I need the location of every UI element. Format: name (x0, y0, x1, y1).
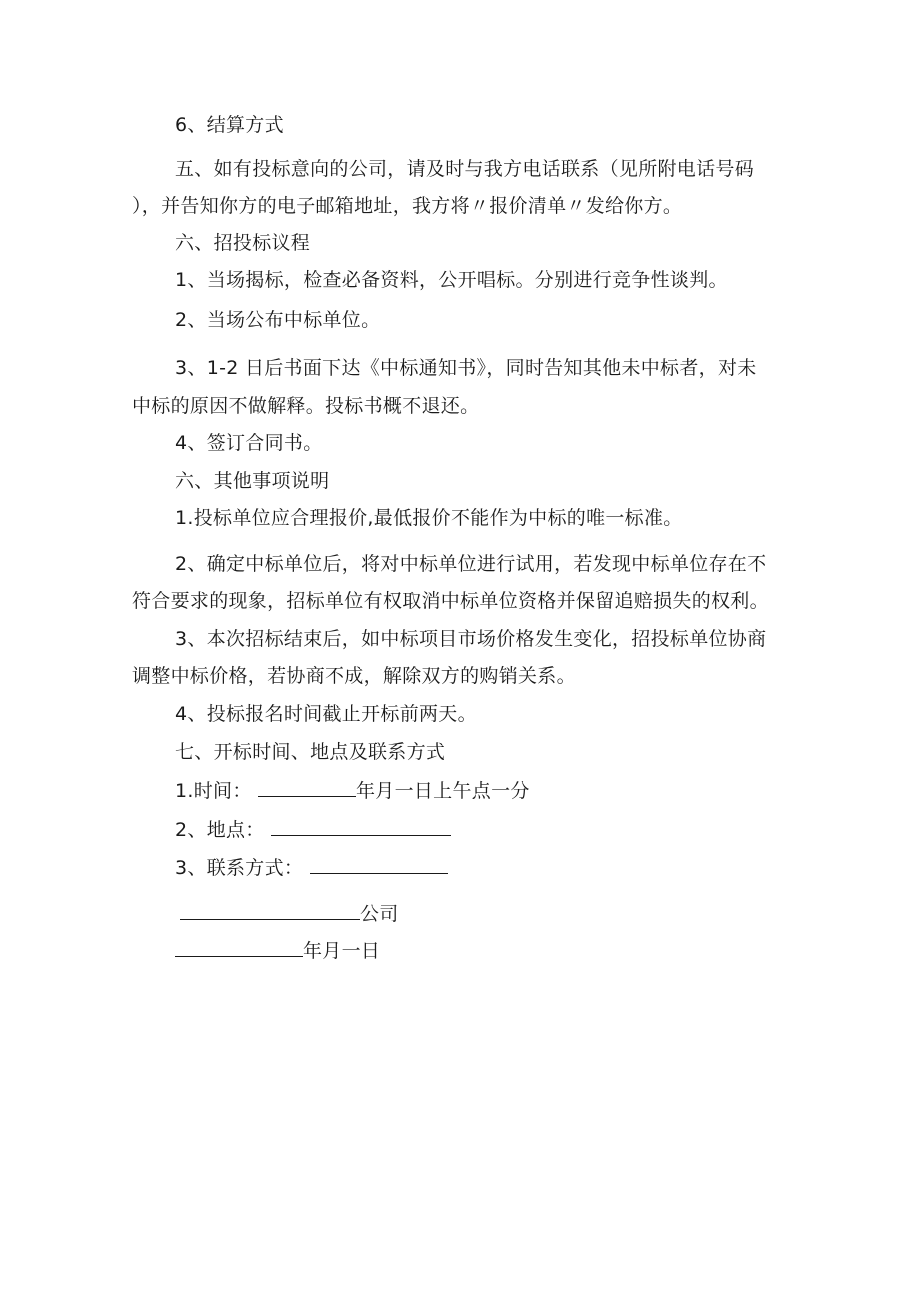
text-line: 五、如有投标意向的公司，请及时与我方电话联系（见所附电话号码 (175, 158, 755, 180)
contact-label: 3、联系方式： (175, 857, 304, 879)
text-line: 调整中标价格，若协商不成，解除双方的购销关系。 (132, 665, 576, 687)
text-line: 符合要求的现象，招标单位有权取消中标单位资格并保留追赔损失的权利。 (132, 590, 769, 612)
text-line: 2、确定中标单位后，将对中标单位进行试用，若发现中标单位存在不 (175, 553, 767, 575)
place-field-row (175, 817, 451, 842)
time-blank[interactable] (258, 778, 356, 797)
date-suffix: 年月一日 (303, 940, 381, 962)
place-blank[interactable] (271, 817, 451, 836)
text-line: 6、结算方式 (175, 114, 284, 136)
text-line: 1、当场揭标，检查必备资料，公开唱标。分别进行竞争性谈判。 (175, 269, 728, 291)
text-line: 4、投标报名时间截止开标前两天。 (175, 703, 477, 725)
company-suffix: 公司 (360, 903, 399, 925)
text-line: 六、其他事项说明 (175, 470, 330, 492)
text-line: 2、当场公布中标单位。 (175, 309, 381, 331)
text-line: 中标的原因不做解释。投标书概不退还。 (132, 395, 480, 417)
signature-date-row (175, 938, 380, 963)
text-line: 3、1-2 日后书面下达《中标通知书》，同时告知其他未中标者，对未 (175, 357, 757, 379)
text-line: 七、开标时间、地点及联系方式 (175, 741, 446, 763)
time-label: 1.时间： (175, 780, 252, 802)
text-line: 4、签订合同书。 (175, 432, 323, 454)
date-blank[interactable] (175, 938, 303, 957)
signature-company-row (180, 901, 399, 926)
text-line: 1.投标单位应合理报价,最低报价不能作为中标的唯一标准。 (175, 507, 683, 529)
text-line: ），并告知你方的电子邮箱地址，我方将〃报价清单〃发给你方。 (132, 195, 683, 217)
company-blank[interactable] (180, 901, 360, 920)
contact-field-row (175, 855, 448, 880)
text-line: 3、本次招标结束后，如中标项目市场价格发生变化，招投标单位协商 (175, 628, 767, 650)
text-line: 六、招投标议程 (175, 232, 311, 254)
time-field-row (175, 778, 530, 803)
time-suffix: 年月一日上午点一分 (355, 780, 530, 802)
place-label: 2、地点： (175, 819, 265, 841)
contact-blank[interactable] (310, 855, 448, 874)
